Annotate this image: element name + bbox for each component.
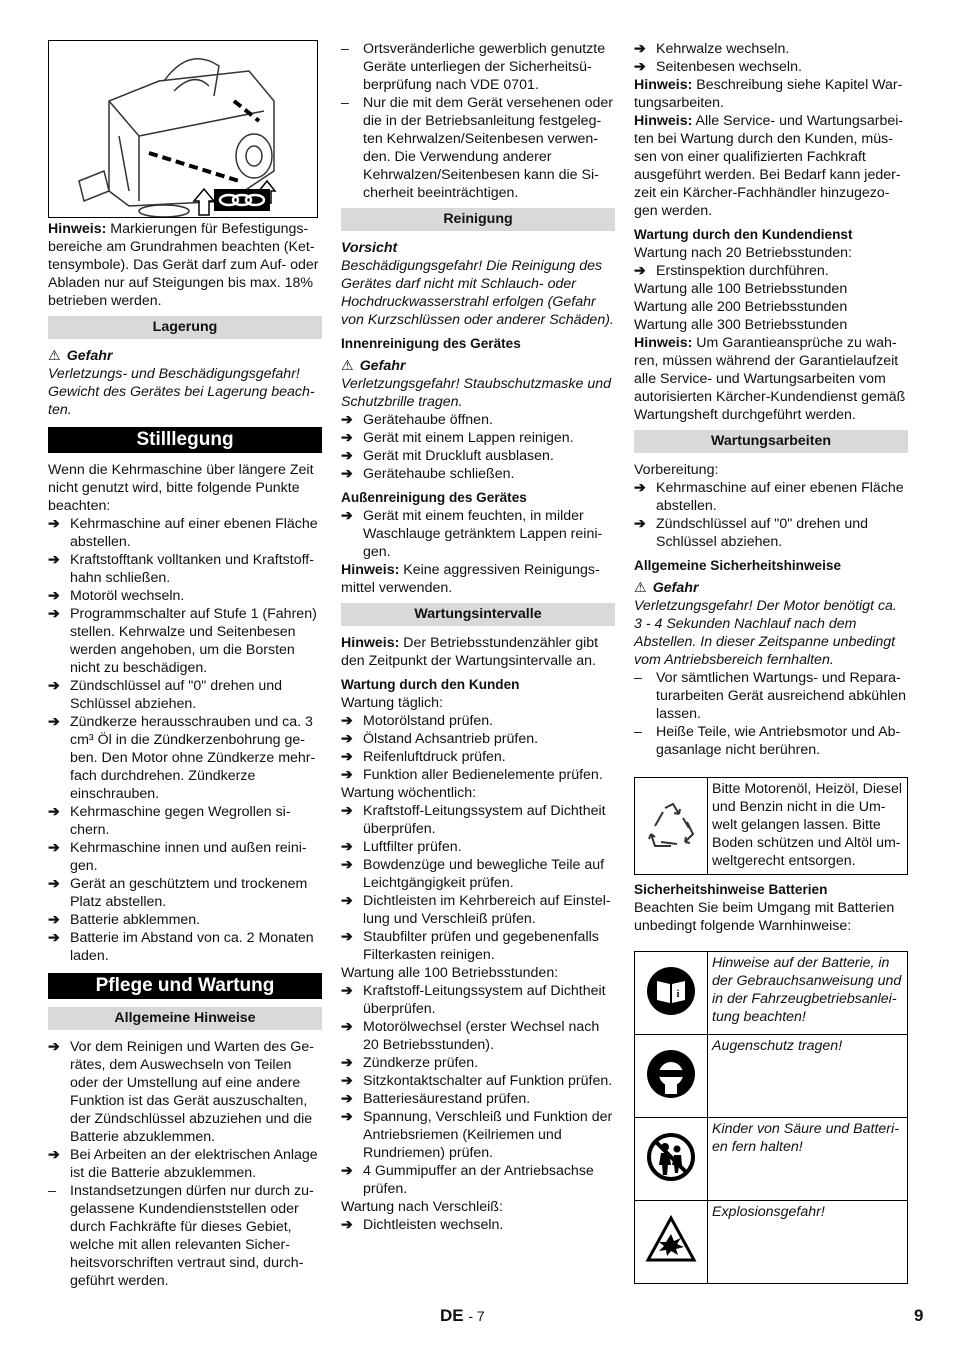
list-item: ➔ Dichtleisten wechseln. xyxy=(341,1217,504,1233)
warning-triangle-icon: ⚠ xyxy=(341,358,354,374)
list-item: ➔ Funktion aller Bedienelemente prüfen. xyxy=(341,767,603,783)
recycle-text: Bitte Motorenöl, Heizöl, Diesel und Benzin nicht in die Umwelt gelangen lassen. Bitte Boden schützen und Altöl umweltgerecht entsorgen. xyxy=(712,781,903,869)
bat-row-text: Kinder von Säure und Batterien fern halten! xyxy=(708,1118,908,1201)
list-item: ➔ Ölstand Achsantrieb prüfen. xyxy=(341,731,539,747)
gefahr-label: ⚠ Gefahr xyxy=(341,358,406,374)
recycle-icon xyxy=(635,778,708,874)
column-1 xyxy=(48,40,322,1290)
heading-stilllegung: Stilllegung xyxy=(48,427,322,453)
list-item: – Heiße Teile, wie Antriebsmotor und Abgasanlage nicht berühren. xyxy=(634,724,901,758)
gefahr-label: ⚠ Gefahr xyxy=(48,348,113,364)
manual-info-icon xyxy=(635,952,708,1035)
vorsicht-label: Vorsicht xyxy=(341,240,398,256)
list-item: ➔ Zündkerze prüfen. xyxy=(341,1055,479,1071)
list-item: ➔ Kraftstoff-Leitungssystem auf Dichtheit überprüfen. xyxy=(341,803,606,837)
list-item: ➔ Kehrmaschine auf einer ebenen Fläche abstellen. xyxy=(634,480,904,514)
heading-sicherheit: Allgemeine Sicherheitshinweise xyxy=(634,558,841,573)
list-item: ➔ Reifenluftdruck prüfen. xyxy=(341,749,506,765)
list-item: ➔ Dichtleisten im Kehrbereich auf Einstellung und Verschleiß prüfen. xyxy=(341,893,611,927)
list-item: ➔ Gerät mit Druckluft ausblasen. xyxy=(341,448,554,464)
warning-triangle-icon: ⚠ xyxy=(48,348,61,364)
list-item: ➔ Programmschalter auf Stufe 1 (Fahren) stellen. Kehrwalze und Seitenbesen werden angehoben, um die Borsten nicht zu beschädigen. xyxy=(48,606,317,676)
warning-triangle-icon: ⚠ xyxy=(634,580,647,596)
bat-row-text: Hinweise auf der Batterie, in der Gebrauchsanweisung und in der Fahrzeugbetriebsanleitung beachten! xyxy=(708,952,908,1035)
list-item: – Ortsveränderliche gewerblich genutzte Geräte unterliegen der Sicherheitsüberprüfung nach VDE 0701. xyxy=(341,41,606,93)
list-item: ➔ Batteriesäurestand prüfen. xyxy=(341,1091,531,1107)
label-taeglich: Wartung täglich: xyxy=(341,695,443,711)
eye-protection-icon xyxy=(635,1035,708,1118)
vorsicht-text: Beschädigungsgefahr! Die Reinigung des Gerätes darf nicht mit Schlauch- oder Hochdruckwasserstrahl erfolgen (Gefahr von Kurzschlüssen oder anderer Schäden). xyxy=(341,258,614,328)
bat-row-text: Augenschutz tragen! xyxy=(708,1035,908,1118)
list-item: ➔ Bowdenzüge und bewegliche Teile auf Leichtgängigkeit prüfen. xyxy=(341,857,605,891)
heading-batterien: Sicherheitshinweise Batterien xyxy=(634,882,828,897)
woechentlich-steps xyxy=(341,802,615,964)
hint-reinigungsmittel: Hinweis: Keine aggressiven Reinigungsmittel verwenden. xyxy=(341,562,600,596)
lagerung-warning: Verletzungs- und Beschädigungsgefahr! Gewicht des Gerätes bei Lagerung beachten. xyxy=(48,366,315,418)
sweeper-illustration-icon xyxy=(49,41,317,217)
sicherheit-warning: Verletzungsgefahr! Der Motor benötigt ca. 3 - 4 Sekunden Nachlauf nach dem Abstellen. In dieser Zeitspanne unbedingt vom Antriebsbereich fernhalten. xyxy=(634,598,897,668)
heading-wartungsarbeiten: Wartungsarbeiten xyxy=(634,430,908,453)
label-kd300: Wartung alle 300 Betriebsstunden xyxy=(634,317,848,333)
list-item: ➔ 4 Gummipuffer an der Antriebsachse prüfen. xyxy=(341,1163,594,1197)
heading-reinigung: Reinigung xyxy=(341,208,615,231)
hint-befestigung: Hinweis: Markierungen für Befestigungsbereiche am Grundrahmen beachten (Kettensymbole). Das Gerät darf zum Auf- oder Abladen nur auf Steigungen bis max. 18% betrieben werden. xyxy=(48,221,319,309)
list-item: ➔ Motorölstand prüfen. xyxy=(341,713,494,729)
list-item: ➔ Luftfilter prüfen. xyxy=(341,839,462,855)
hint-kapitel: Hinweis: Beschreibung siehe Kapitel Wartungsarbeiten. xyxy=(634,77,903,111)
list-item: ➔ Kehrmaschine gegen Wegrollen sichern. xyxy=(48,804,291,838)
list-item: – Nur die mit dem Gerät versehenen oder die in der Betriebsanleitung festgelegten Kehrwalzen/Seitenbesen verwenden. Die Verwendung anderer Kehrwalzen/Seitenbesen kann die Sicherheit beeinträchtigen. xyxy=(341,95,613,201)
label-kd20: Wartung nach 20 Betriebsstunden: xyxy=(634,245,852,261)
column-2 xyxy=(341,40,615,1234)
list-item: ➔ Kehrmaschine innen und außen reinigen. xyxy=(48,840,307,874)
table-row xyxy=(635,1201,908,1284)
table-row xyxy=(635,1035,908,1118)
keep-children-away-icon xyxy=(635,1118,708,1201)
stilllegung-intro: Wenn die Kehrmaschine über längere Zeit nicht genutzt wird, bitte folgende Punkte beachten: xyxy=(48,462,314,514)
list-item: ➔ Staubfilter prüfen und gegebenenfalls Filterkasten reinigen. xyxy=(341,929,599,963)
list-item: ➔ Kehrwalze wechseln. xyxy=(634,41,790,57)
battery-table xyxy=(634,951,908,1284)
list-item: ➔ Motoröl wechseln. xyxy=(48,588,185,604)
vorbereitung-steps xyxy=(634,479,908,551)
list-item: ➔ Erstinspektion durchführen. xyxy=(634,263,829,279)
list-item: ➔ Bei Arbeiten an der elektrischen Anlage ist die Batterie abzuklemmen. xyxy=(48,1147,318,1181)
list-item: ➔ Spannung, Verschleiß und Funktion der Antriebsriemen (Keilriemen und Rundriemen) prüfen. xyxy=(341,1109,613,1161)
list-item: ➔ Seitenbesen wechseln. xyxy=(634,59,802,75)
top-steps xyxy=(634,40,908,76)
hint-garantie: Hinweis: Um Garantieansprüche zu wahren, müssen während der Garantielaufzeit alle Service- und Wartungsarbeiten vom autorisierten Kärcher-Kundendienst gemäß Wartungsheft durchgeführt werden. xyxy=(634,335,906,423)
list-item: ➔ Kraftstoff-Leitungssystem auf Dichtheit überprüfen. xyxy=(341,983,606,1017)
list-item: ➔ Batterie im Abstand von ca. 2 Monaten laden. xyxy=(48,930,314,964)
heading-aussenreinigung: Außenreinigung des Gerätes xyxy=(341,490,527,505)
sweeper-figure xyxy=(48,40,318,218)
footer-lang: DE - 7 xyxy=(440,1306,485,1325)
list-item: ➔ Gerätehaube schließen. xyxy=(341,466,515,482)
list-item: ➔ Gerät an geschütztem und trockenem Platz abstellen. xyxy=(48,876,308,910)
list-item: ➔ Gerät mit einem feuchten, in milder Waschlauge getränktem Lappen reinigen. xyxy=(341,508,603,560)
vde-dashes xyxy=(341,40,615,202)
label-verschleiss: Wartung nach Verschleiß: xyxy=(341,1199,503,1215)
hint-fachkraft: Hinweis: Alle Service- und Wartungsarbeiten bei Wartung durch den Kunden, müssen von einer qualifizierten Fachkraft ausgeführt werden. Bei Bedarf kann jederzeit ein Kärcher-Fachhändler hinzugezogen werden. xyxy=(634,113,904,219)
svg-text:i: i xyxy=(676,988,680,1000)
hint-betriebsstunden: Hinweis: Der Betriebsstundenzähler gibt den Zeitpunkt der Wartungsintervalle an. xyxy=(341,635,599,669)
list-item: ➔ Gerätehaube öffnen. xyxy=(341,412,493,428)
list-item: – Instandsetzungen dürfen nur durch zugelassene Kundendienststellen oder durch Fachkräfte für dieses Gebiet, welche mit allen relevanten Sicherheitsvorschriften vertraut sind, durchgeführt werden. xyxy=(48,1183,314,1289)
bat-row-text: Explosionsgefahr! xyxy=(708,1201,908,1284)
heading-innenreinigung: Innenreinigung des Gerätes xyxy=(341,336,521,351)
heading-lagerung: Lagerung xyxy=(48,316,322,339)
label-kd100: Wartung alle 100 Betriebsstunden xyxy=(634,281,848,297)
h100-steps xyxy=(341,982,615,1198)
list-item: ➔ Motorölwechsel (erster Wechsel nach 20 Betriebsstunden). xyxy=(341,1019,600,1053)
footer-page-number: 9 xyxy=(914,1306,924,1325)
label-kd200: Wartung alle 200 Betriebsstunden xyxy=(634,299,848,315)
heading-allgemeine-hinweise: Allgemeine Hinweise xyxy=(48,1007,322,1030)
list-item: ➔ Kraftstofftank volltanken und Kraftstoffhahn schließen. xyxy=(48,552,314,586)
column-3 xyxy=(634,40,908,1284)
batterien-intro: Beachten Sie beim Umgang mit Batterien unbedingt folgende Warnhinweise: xyxy=(634,900,895,934)
stilllegung-steps xyxy=(48,515,322,965)
table-row xyxy=(635,952,908,1035)
heading-wartungsintervalle: Wartungsintervalle xyxy=(341,603,615,626)
table-row xyxy=(635,1118,908,1201)
innen-steps xyxy=(341,411,615,483)
list-item: ➔ Gerät mit einem Lappen reinigen. xyxy=(341,430,574,446)
gefahr-label: ⚠ Gefahr xyxy=(634,580,699,596)
list-item: ➔ Sitzkontaktschalter auf Funktion prüfen. xyxy=(341,1073,613,1089)
taeglich-steps xyxy=(341,712,615,784)
list-item: ➔ Zündschlüssel auf "0" drehen und Schlüssel abziehen. xyxy=(48,678,282,712)
list-item: ➔ Vor dem Reinigen und Warten des Gerätes, dem Auswechseln von Teilen oder der Umstellung auf eine andere Funktion ist das Gerät auszuschalten, der Zündschlüssel abzuziehen und die Batterie abzuklemmen. xyxy=(48,1039,314,1145)
label-vorbereitung: Vorbereitung: xyxy=(634,462,719,478)
list-item: – Vor sämtlichen Wartungs- und Reparaturarbeiten Gerät ausreichend abkühlen lassen. xyxy=(634,670,907,722)
label-100h: Wartung alle 100 Betriebsstunden: xyxy=(341,965,559,981)
list-item: ➔ Zündschlüssel auf "0" drehen und Schlüssel abziehen. xyxy=(634,516,868,550)
innen-warning: Verletzungsgefahr! Staubschutzmaske und Schutzbrille tragen. xyxy=(341,376,611,410)
sicherheit-dashes xyxy=(634,669,908,759)
list-item: ➔ Kehrmaschine auf einer ebenen Fläche abstellen. xyxy=(48,516,318,550)
recycle-box xyxy=(634,777,908,875)
list-item: ➔ Batterie abklemmen. xyxy=(48,912,201,928)
explosion-warning-icon xyxy=(635,1201,708,1284)
heading-wartung-kunde: Wartung durch den Kunden xyxy=(341,677,520,692)
heading-kundendienst: Wartung durch den Kundendienst xyxy=(634,227,853,242)
allgemeine-steps xyxy=(48,1038,322,1182)
heading-pflege-wartung: Pflege und Wartung xyxy=(48,973,322,999)
list-item: ➔ Zündkerze herausschrauben und ca. 3 cm³ Öl in die Zündkerzenbohrung geben. Den Motor ohne Zündkerze mehrfach durchdrehen. Zündkerze einschrauben. xyxy=(48,714,316,802)
label-woechentlich: Wartung wöchentlich: xyxy=(341,785,477,801)
